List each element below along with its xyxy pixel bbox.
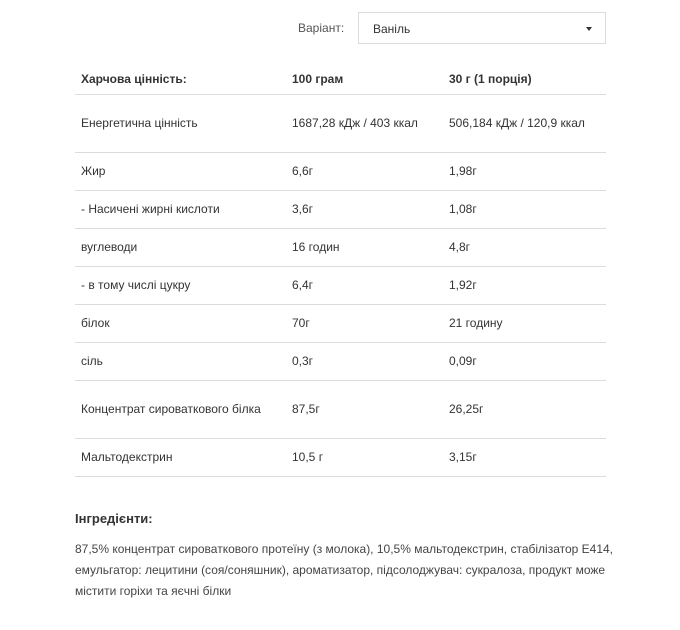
nutrient-name: білок (75, 305, 286, 343)
table-row (75, 439, 606, 477)
value-per-serving: 4,8г (443, 229, 606, 267)
variant-label: Варіант: (298, 21, 345, 35)
table-row (75, 305, 606, 343)
value-per-100g: 0,3г (286, 343, 443, 381)
value-per-serving: 21 годину (443, 305, 606, 343)
nutrition-table (75, 64, 606, 477)
header-nutrient: Харчова цінність: (75, 64, 286, 95)
value-per-serving: 0,09г (443, 343, 606, 381)
ingredients-text: 87,5% концентрат сироваткового протеїну (з молока), 10,5% мальтодекстрин, стабілізатор E414, емульгатор: лецитини (соя/соняшник), ароматизатор, підсолоджувач: сукралоза, продукт може містити горіхи та яєчні білки (75, 542, 614, 598)
ingredients-title: Інгредієнти: (75, 511, 153, 526)
value-per-serving: 1,98г (443, 153, 606, 191)
nutrient-name: - Насичені жирні кислоти (75, 191, 286, 229)
table-row (75, 229, 606, 267)
table-row (75, 153, 606, 191)
nutrient-name: Жир (75, 153, 286, 191)
header-per-100g: 100 грам (286, 64, 443, 95)
nutrition-header-row (75, 64, 606, 95)
value-per-serving: 3,15г (443, 439, 606, 477)
variant-row (0, 0, 680, 60)
value-per-100g: 6,4г (286, 267, 443, 305)
nutrient-name: - в тому числі цукру (75, 267, 286, 305)
value-per-100g: 1687,28 кДж / 403 ккал (286, 95, 443, 153)
header-per-serving: 30 г (1 порція) (443, 64, 606, 95)
nutrient-name: сіль (75, 343, 286, 381)
variant-select[interactable] (358, 12, 606, 44)
value-per-100g: 3,6г (286, 191, 443, 229)
value-per-100g: 6,6г (286, 153, 443, 191)
nutrient-name: вуглеводи (75, 229, 286, 267)
value-per-100g: 10,5 г (286, 439, 443, 477)
value-per-serving: 26,25г (443, 381, 606, 439)
value-per-serving: 506,184 кДж / 120,9 ккал (443, 95, 606, 153)
table-row (75, 95, 606, 153)
table-row (75, 267, 606, 305)
chevron-down-icon (586, 27, 592, 31)
value-per-serving: 1,92г (443, 267, 606, 305)
table-row (75, 191, 606, 229)
table-row (75, 381, 606, 439)
value-per-100g: 87,5г (286, 381, 443, 439)
value-per-serving: 1,08г (443, 191, 606, 229)
value-per-100g: 16 годин (286, 229, 443, 267)
nutrient-name: Концентрат сироваткового білка (75, 381, 286, 439)
table-row (75, 343, 606, 381)
value-per-100g: 70г (286, 305, 443, 343)
variant-selected-value: Ваніль (373, 22, 411, 36)
nutrient-name: Мальтодекстрин (75, 439, 286, 477)
nutrient-name: Енергетична цінність (75, 95, 286, 153)
